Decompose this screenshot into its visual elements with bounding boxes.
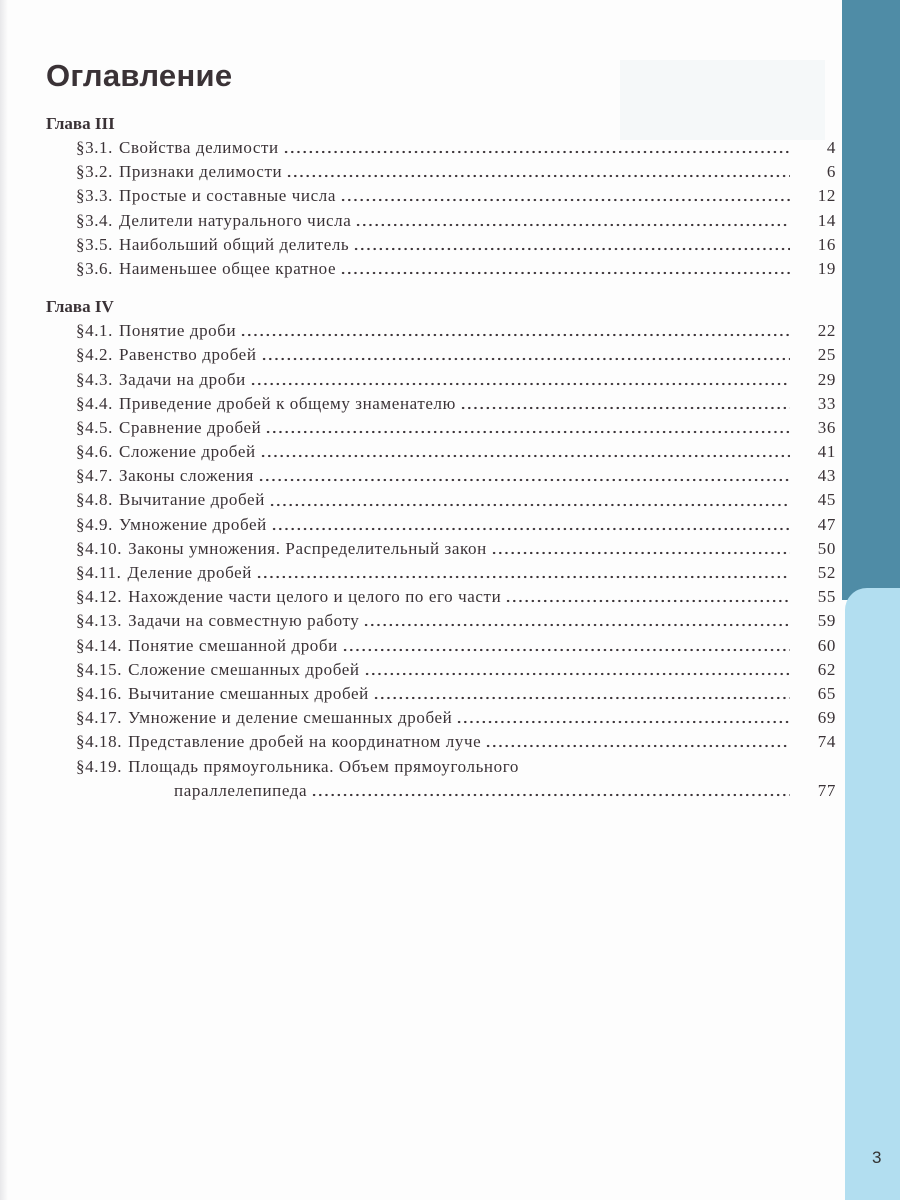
toc-entry[interactable] (46, 440, 836, 464)
section-title: Признаки делимости (119, 162, 283, 182)
toc-entry[interactable] (46, 488, 836, 512)
section-title: Свойства делимости (119, 138, 279, 157)
section-number: §4.3. (76, 369, 113, 389)
page-ref: 43 (817, 466, 836, 486)
section-title: Сложение дробей (119, 442, 256, 462)
section-title: Сложение смешанных дробей (128, 659, 360, 679)
toc-entry[interactable] (46, 706, 836, 730)
dot-leader (460, 406, 790, 410)
section-number: §4.8. (76, 490, 113, 510)
page-ref: 69 (817, 708, 836, 728)
side-strip-dark (842, 0, 900, 600)
section-number: §3.5. (76, 234, 113, 254)
toc-entry[interactable] (46, 464, 836, 488)
section-title: Простые и составные числа (119, 186, 336, 206)
section-number: §4.15. (76, 659, 123, 679)
toc-entry[interactable] (46, 755, 836, 803)
section-number: §3.4. (76, 210, 113, 230)
section-title: Равенство дробей (119, 345, 257, 365)
section-title: Вычитание смешанных дробей (128, 683, 369, 703)
toc-entry[interactable] (46, 233, 836, 257)
toc-entry[interactable] (46, 343, 836, 367)
toc-entry[interactable] (46, 368, 836, 392)
section-number: §3.3. (76, 186, 113, 206)
section-number: §4.11. (76, 563, 122, 582)
page-ref: 59 (817, 611, 836, 631)
page-title: Оглавление (46, 58, 233, 93)
section-number: §3.2. (76, 162, 113, 182)
toc-entry[interactable] (46, 682, 836, 706)
dot-leader (363, 623, 790, 627)
dot-leader (373, 696, 790, 700)
section-number: §4.5. (76, 417, 113, 437)
section-number: §4.19. (76, 756, 123, 776)
toc-entry[interactable] (46, 561, 836, 585)
section-number: §4.7. (76, 466, 113, 486)
section-title-continued: параллелепипеда (174, 780, 308, 800)
section-title: Нахождение части целого и целого по его части (128, 587, 502, 607)
section-title: Наибольший общий делитель (119, 234, 350, 254)
section-title: Вычитание дробей (119, 490, 265, 510)
page-ref: 16 (817, 234, 836, 254)
toc-entry[interactable] (46, 319, 836, 343)
section-title: Площадь прямоугольника. Объем прямоугольного (128, 756, 519, 776)
dot-leader (256, 575, 790, 579)
section-title: Умножение дробей (119, 514, 267, 534)
toc-entry[interactable] (46, 513, 836, 537)
section-number: §4.1. (76, 321, 113, 341)
section-title: Делители натурального числа (119, 210, 352, 230)
toc-entry[interactable] (46, 634, 836, 658)
dot-leader (261, 357, 790, 361)
section-title: Наименьшее общее кратное (119, 258, 337, 278)
page-ref: 62 (817, 659, 836, 679)
section-number: §4.18. (76, 732, 123, 752)
section-title: Представление дробей на координатном луче (128, 732, 482, 752)
toc-entry[interactable] (46, 136, 836, 160)
dot-leader (491, 551, 790, 555)
chapter-4 (46, 295, 836, 803)
page-ref: 29 (817, 369, 836, 389)
dot-leader (283, 150, 790, 154)
page-ref: 25 (817, 345, 836, 365)
toc-entry[interactable] (46, 416, 836, 440)
section-number: §4.2. (76, 345, 113, 365)
page-ref: 77 (817, 780, 836, 800)
section-number: §3.1. (76, 138, 113, 157)
dot-leader (505, 599, 790, 603)
page-ref: 65 (817, 683, 836, 703)
section-title: Понятие смешанной дроби (128, 635, 338, 655)
page-ref: 52 (817, 563, 836, 582)
section-number: §4.16. (76, 683, 123, 703)
toc-entry[interactable] (46, 658, 836, 682)
section-title: Понятие дроби (119, 321, 237, 341)
section-title: Деление дробей (127, 563, 252, 582)
section-number: §4.12. (76, 587, 123, 607)
dot-leader (265, 430, 790, 434)
section-number: §4.4. (76, 393, 113, 413)
dot-leader (258, 478, 790, 482)
page-ref: 74 (817, 732, 836, 752)
page-ref: 4 (826, 138, 836, 157)
toc-entry[interactable] (46, 730, 836, 754)
section-number: §4.17. (76, 708, 123, 728)
toc-entry[interactable] (46, 537, 836, 561)
toc-entry[interactable] (46, 257, 836, 281)
chapter-entries (46, 136, 836, 281)
side-strip-light (845, 588, 900, 1200)
toc-entry[interactable] (46, 209, 836, 233)
section-number: §4.13. (76, 611, 123, 631)
page-ref: 33 (817, 393, 836, 413)
section-number: §4.14. (76, 635, 123, 655)
dot-leader (340, 271, 790, 275)
dot-leader (269, 503, 790, 507)
page-ref: 12 (817, 186, 836, 206)
toc-entry[interactable] (46, 609, 836, 633)
section-title: Приведение дробей к общему знаменателю (119, 393, 456, 413)
chapter-title: Глава IV (46, 297, 114, 317)
dot-leader (342, 648, 790, 652)
table-of-contents (46, 112, 836, 817)
dot-leader (311, 793, 790, 797)
section-number: §4.9. (76, 514, 113, 534)
toc-entry[interactable] (46, 160, 836, 184)
page-ref: 6 (826, 162, 836, 182)
section-title: Задачи на дроби (119, 369, 246, 389)
page-ref: 50 (817, 538, 836, 558)
dot-leader (286, 174, 790, 178)
section-title: Сравнение дробей (119, 417, 262, 437)
dot-leader (353, 247, 790, 251)
toc-entry[interactable] (46, 585, 836, 609)
dot-leader (340, 198, 790, 202)
dot-leader (250, 382, 790, 386)
section-title: Законы умножения. Распределительный закон (128, 538, 487, 558)
page-number: 3 (872, 1148, 882, 1167)
page-ref: 45 (817, 490, 836, 510)
page-ref: 36 (817, 417, 836, 437)
section-title: Законы сложения (119, 466, 254, 486)
section-number: §3.6. (76, 258, 113, 278)
dot-leader (240, 333, 790, 337)
chapter-entries (46, 319, 836, 803)
page-edge (0, 0, 8, 1200)
page-ref: 41 (817, 442, 836, 462)
page-ref: 55 (817, 587, 836, 607)
dot-leader (355, 223, 790, 227)
section-title: Умножение и деление смешанных дробей (128, 708, 453, 728)
dot-leader (271, 527, 790, 531)
dot-leader (260, 454, 790, 458)
page-ref: 14 (817, 210, 836, 230)
toc-entry[interactable] (46, 392, 836, 416)
dot-leader (485, 744, 790, 748)
toc-entry[interactable] (46, 184, 836, 208)
page-ref: 47 (817, 514, 836, 534)
page-ref: 60 (817, 635, 836, 655)
section-title: Задачи на совместную работу (128, 611, 360, 631)
dot-leader (364, 672, 790, 676)
chapter-3 (46, 112, 836, 281)
section-number: §4.10. (76, 538, 123, 558)
section-number: §4.6. (76, 442, 113, 462)
page-ref: 22 (817, 321, 836, 341)
chapter-title: Глава III (46, 114, 115, 133)
page-ref: 19 (817, 258, 836, 278)
dot-leader (456, 720, 790, 724)
